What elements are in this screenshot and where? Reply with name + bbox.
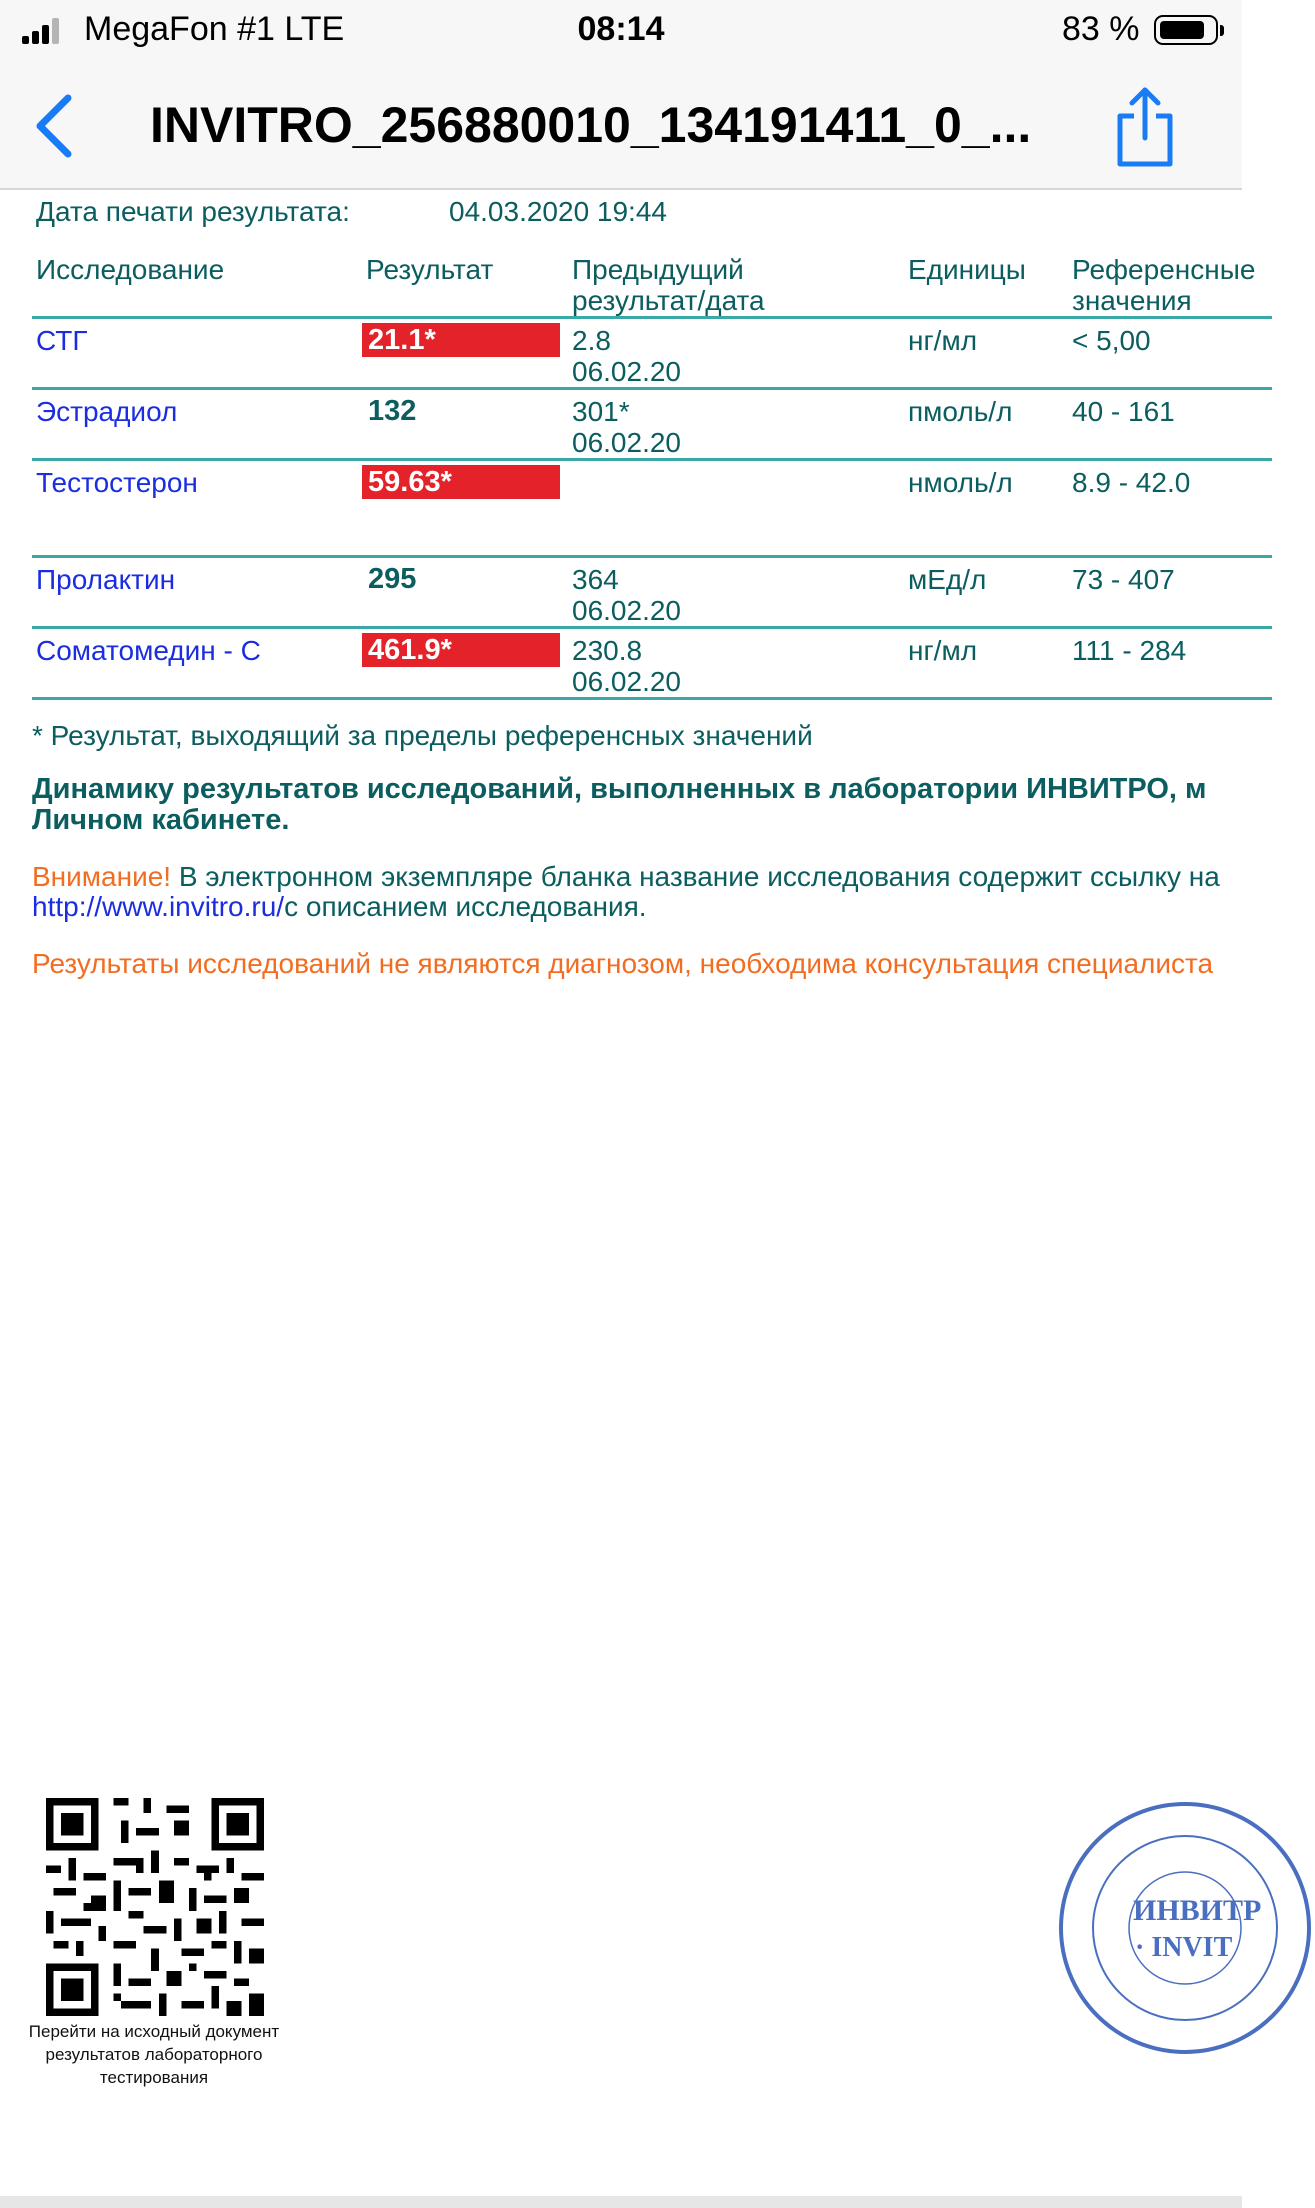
dynamics-line-2: Личном кабинете. <box>32 804 290 836</box>
company-stamp-icon <box>1055 1798 1315 2058</box>
footnote: * Результат, выходящий за пределы референсных значений <box>32 720 813 751</box>
header-reference-line1: Референсные <box>1072 254 1256 285</box>
test-name-link[interactable]: Тестостерон <box>36 467 198 498</box>
table-row <box>32 555 1272 626</box>
result-value-flagged: 59.63* <box>362 465 560 499</box>
previous-result <box>572 396 681 458</box>
results-table <box>32 254 1272 700</box>
document-title: INVITRO_256880010_134191411_0_... <box>150 97 1032 153</box>
invitro-link[interactable]: http://www.invitro.ru/ <box>32 891 285 922</box>
qr-code-icon[interactable] <box>46 1798 264 2016</box>
print-date-label: Дата печати результата: <box>36 196 350 227</box>
share-icon <box>1112 84 1178 168</box>
header-reference <box>1072 254 1255 316</box>
test-name-link[interactable]: СТГ <box>36 325 88 356</box>
battery-percent: 83 % <box>1062 10 1140 48</box>
battery-tip <box>1220 25 1224 36</box>
units: нмоль/л <box>908 467 1013 498</box>
bottom-edge <box>0 2196 1242 2208</box>
share-button[interactable] <box>1112 84 1178 168</box>
previous-value: 301* <box>572 396 630 427</box>
reference-range: < 5,00 <box>1072 325 1151 356</box>
previous-date: 06.02.20 <box>572 427 681 458</box>
qr-caption: Перейти на исходный документ результатов лабораторного тестирования <box>28 2022 280 2087</box>
pdf-document[interactable] <box>0 190 1262 2196</box>
test-name-link[interactable]: Эстрадиол <box>36 396 178 427</box>
table-row <box>32 387 1272 458</box>
status-bar <box>0 0 1242 62</box>
previous-result <box>572 635 681 697</box>
previous-result <box>572 325 681 387</box>
reference-range: 73 - 407 <box>1072 564 1175 595</box>
units: мЕд/л <box>908 564 987 595</box>
reference-range: 111 - 284 <box>1072 635 1187 666</box>
reference-range: 8.9 - 42.0 <box>1072 467 1191 498</box>
attention-word: Внимание! <box>32 861 172 892</box>
test-name-link[interactable]: Соматомедин - С <box>36 635 261 666</box>
back-button[interactable] <box>30 90 90 162</box>
table-row <box>32 458 1272 555</box>
attention-text: В электронном экземпляре бланка название исследования содержит ссылку на <box>171 861 1220 892</box>
table-header <box>32 254 1272 316</box>
navigation-bar <box>0 62 1242 190</box>
status-time: 08:14 <box>577 10 665 48</box>
header-previous-line2: результат/дата <box>572 285 765 316</box>
previous-value: 2.8 <box>572 325 611 356</box>
chevron-left-icon <box>30 90 90 162</box>
previous-date: 06.02.20 <box>572 595 681 626</box>
result-value: 295 <box>368 563 417 595</box>
previous-value: 230.8 <box>572 635 643 666</box>
units: нг/мл <box>908 635 978 666</box>
previous-value: 364 <box>572 564 619 595</box>
dynamics-line-1: Динамику результатов исследований, выполненных в лаборатории ИНВИТРО, м <box>32 773 1207 805</box>
print-date <box>36 196 667 228</box>
units: нг/мл <box>908 325 978 356</box>
reference-range: 40 - 161 <box>1072 396 1175 427</box>
attention-text-2: с описанием исследования. <box>284 891 647 922</box>
header-previous <box>572 254 765 316</box>
previous-date: 06.02.20 <box>572 356 681 387</box>
units: пмоль/л <box>908 396 1013 427</box>
previous-date: 06.02.20 <box>572 666 681 697</box>
attention-note <box>32 862 1220 922</box>
print-date-value: 04.03.2020 19:44 <box>449 196 667 227</box>
carrier-label: MegaFon #1 LTE <box>84 10 345 48</box>
battery-icon <box>1154 15 1218 45</box>
disclaimer: Результаты исследований не являются диагнозом, необходима консультация специалиста <box>32 948 1214 979</box>
dynamics-note <box>32 774 1206 836</box>
svg-text:ИНВИТР: ИНВИТР <box>1133 1894 1262 1927</box>
header-units: Единицы <box>908 254 1026 285</box>
svg-text:· INVIT: · INVIT <box>1135 1932 1233 1963</box>
header-result: Результат <box>366 254 494 285</box>
header-test: Исследование <box>36 254 225 285</box>
result-value: 132 <box>368 395 417 427</box>
result-value-flagged: 21.1* <box>362 323 560 357</box>
test-name-link[interactable]: Пролактин <box>36 564 176 595</box>
result-value-flagged: 461.9* <box>362 633 560 667</box>
table-row <box>32 626 1272 700</box>
header-previous-line1: Предыдущий <box>572 254 744 285</box>
previous-result <box>572 564 681 626</box>
table-row <box>32 316 1272 387</box>
header-reference-line2: значения <box>1072 285 1192 316</box>
